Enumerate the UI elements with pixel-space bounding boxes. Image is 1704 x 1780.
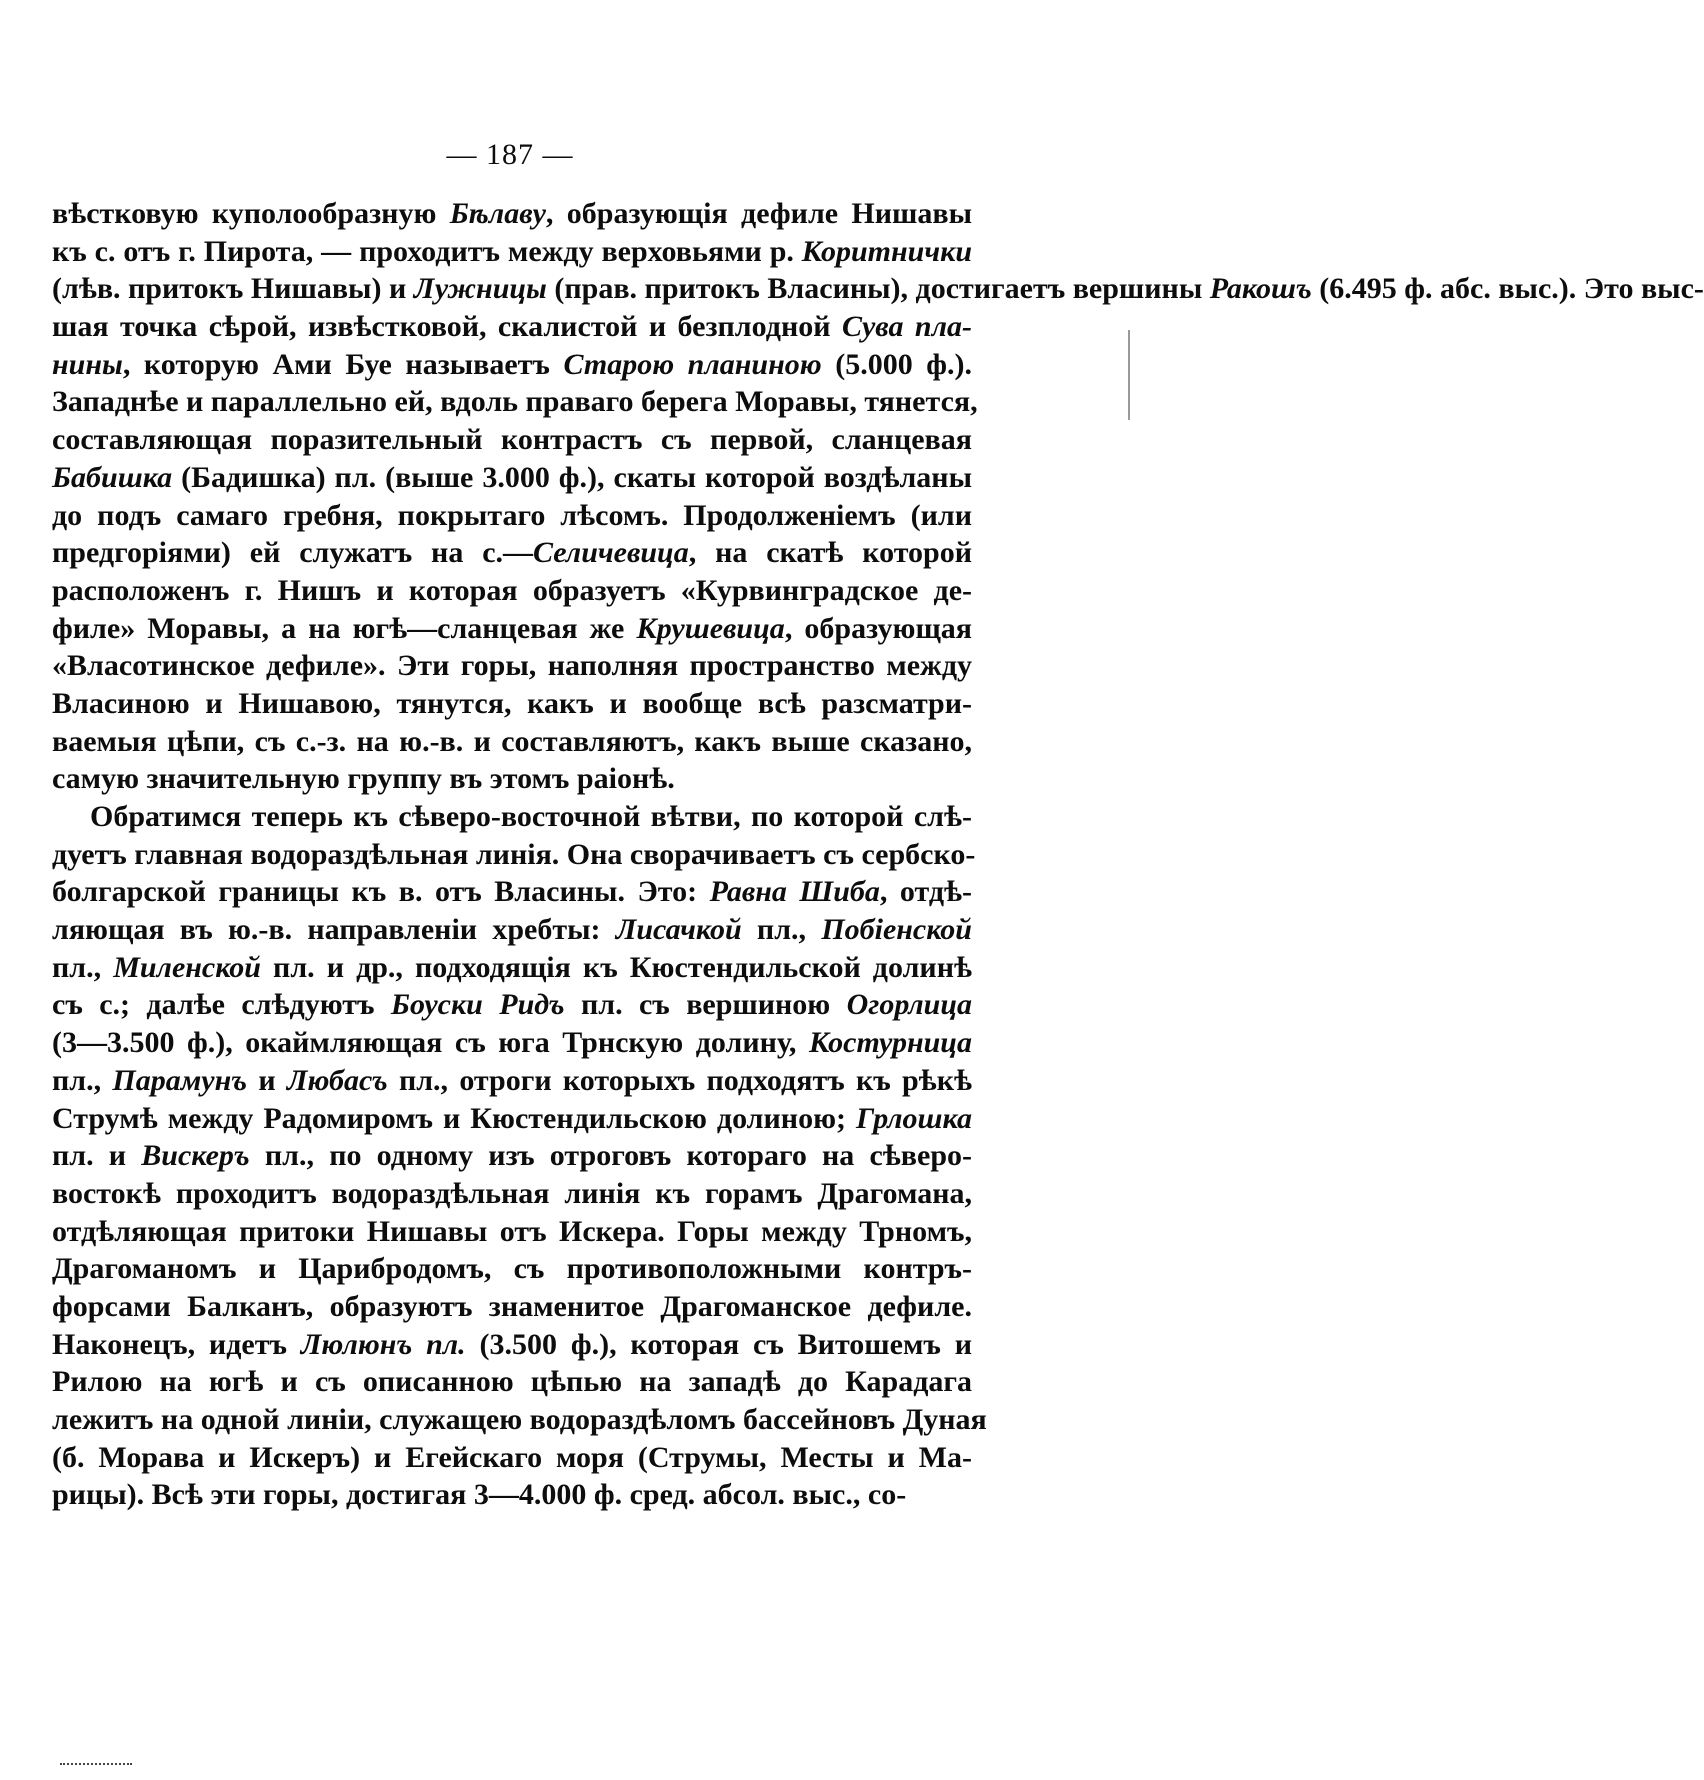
text-line <box>52 1100 972 1138</box>
text-line <box>52 534 972 572</box>
page-number: — 187 — <box>446 138 574 171</box>
text-run: (Бадишка) пл. (выше 3.000 ф.), скаты которой воздѣланы <box>172 460 972 494</box>
italic-term: Люлюнъ пл. <box>300 1327 466 1361</box>
text-run: дуетъ главная водораздѣльная линія. Она сворачиваетъ съ сербско- <box>52 837 976 871</box>
text-line <box>52 798 972 836</box>
text-line <box>52 195 972 233</box>
text-line <box>52 1288 972 1326</box>
text-line <box>52 911 972 949</box>
text-run: лежитъ на одной линіи, служащею водораздѣломъ бассейновъ Дуная <box>52 1403 987 1436</box>
text-line <box>52 949 972 987</box>
text-run: болгарской границы къ в. отъ Власины. Это: <box>52 875 710 909</box>
text-run: и <box>247 1063 287 1097</box>
text-run: Драгоманомъ и Царибродомъ, съ противоположными контръ- <box>52 1252 972 1286</box>
text-line <box>52 760 972 798</box>
italic-term: Бѣлаву <box>449 197 546 230</box>
text-line <box>52 383 978 421</box>
text-line <box>52 421 972 459</box>
text-line <box>52 233 972 271</box>
text-line <box>52 1363 972 1401</box>
scan-footer-dots <box>60 1760 132 1765</box>
italic-term: Равна Шиба <box>709 875 880 909</box>
text-run: отдѣляющая притоки Нишавы отъ Искера. Горы между Трномъ, <box>52 1214 972 1248</box>
text-run: пл., <box>52 1063 113 1097</box>
italic-term: Коритнички <box>801 234 972 268</box>
text-run: Струмѣ между Радомиромъ и Кюстендильскою долиною; <box>52 1101 856 1135</box>
text-run: предгоріями) ей служатъ на с.— <box>52 536 534 570</box>
text-run: форсами Балканъ, образуютъ знаменитое Драгоманское дефиле. <box>52 1289 972 1323</box>
text-line <box>52 1250 972 1288</box>
text-line <box>52 1024 972 1062</box>
italic-term: Любасъ <box>286 1063 388 1097</box>
italic-term: Сува пла- <box>841 310 972 344</box>
italic-term: Побіенской <box>821 913 972 947</box>
text-line <box>52 270 1704 308</box>
italic-term: Боуски Ридъ <box>390 988 565 1022</box>
text-run: (3—3.500 ф.), окаймляющая съ юга Трнскую долину, <box>52 1026 809 1060</box>
text-run: рицы). Всѣ эти горы, достигая 3—4.000 ф. сред. абсол. выс., со- <box>52 1478 907 1512</box>
text-run: , которую Ами Буе называетъ <box>122 347 564 381</box>
text-line <box>52 647 972 685</box>
text-line <box>52 1175 972 1213</box>
text-run: (прав. притокъ Власины), достигаетъ вершины <box>546 272 1210 306</box>
text-line <box>52 1213 972 1251</box>
text-line <box>52 1439 972 1477</box>
italic-term: Парамунъ <box>112 1063 248 1097</box>
text-run: пл., <box>741 913 822 947</box>
text-line <box>52 497 972 535</box>
text-line <box>52 685 972 723</box>
text-run: , на скатѣ которой <box>688 536 973 570</box>
paragraph-1 <box>52 195 1704 798</box>
text-line <box>52 723 972 761</box>
italic-term: Огорлица <box>846 988 973 1022</box>
text-line <box>52 873 972 911</box>
text-run: до подъ самаго гребня, покрытаго лѣсомъ. Продолженіемъ (или <box>52 498 972 532</box>
text-run: пл., по одному изъ отроговъ котораго на сѣверо- <box>249 1139 972 1173</box>
text-run: ваемыя цѣпи, съ с.-з. на ю.-в. и составляютъ, какъ выше сказано, <box>52 724 972 758</box>
text-line <box>52 1137 972 1175</box>
italic-term: Костурница <box>808 1026 972 1060</box>
text-line <box>52 1062 972 1100</box>
italic-term: Миленской <box>113 950 261 984</box>
text-run: Западнѣе и параллельно ей, вдоль праваго берега Моравы, тянется, <box>52 385 978 419</box>
text-run: ляющая въ ю.-в. направленіи хребты: <box>52 913 616 947</box>
text-run: вѣстковую куполообразную <box>52 197 450 230</box>
text-line <box>52 1326 972 1364</box>
text-run: , отдѣ- <box>879 875 972 909</box>
text-run: (лѣв. притокъ Нишавы) и <box>52 272 414 306</box>
text-run: пл. съ вершиною <box>564 988 847 1022</box>
text-line <box>52 610 972 648</box>
text-run: филе» Моравы, а на югѣ—сланцевая же <box>52 611 637 645</box>
italic-term: Лужницы <box>413 272 547 306</box>
text-line <box>52 308 972 346</box>
italic-term: Бабишка <box>52 460 173 494</box>
text-run: Наконецъ, идетъ <box>52 1327 301 1361</box>
text-line <box>52 459 972 497</box>
text-run: (б. Морава и Искеръ) и Егейскаго моря (Струмы, Месты и Ма- <box>52 1440 972 1474</box>
text-line <box>52 1476 972 1514</box>
body-text <box>52 195 1704 1514</box>
italic-term: Ракошъ <box>1209 272 1312 306</box>
text-line <box>52 836 976 874</box>
italic-term: Старою планиною <box>563 347 822 381</box>
text-run: Рилою на югѣ и съ описанною цѣпью на западѣ до Карадага <box>52 1365 972 1399</box>
text-run: (5.000 ф.). <box>821 347 972 381</box>
text-run: къ с. отъ г. Пирота, — проходитъ между верховьями р. <box>52 234 802 268</box>
text-run: пл. и <box>52 1139 142 1173</box>
text-run: (6.495 ф. абс. выс.). Это выс- <box>1311 272 1704 306</box>
text-run: «Власотинское дефиле». Эти горы, наполняя пространство между <box>52 649 972 683</box>
text-line <box>52 346 972 384</box>
paragraph-2 <box>52 798 987 1514</box>
italic-term: нины <box>52 347 123 381</box>
text-run: пл. и др., подходящія къ Кюстендильской долинѣ <box>260 950 972 984</box>
italic-term: Грлошка <box>856 1101 972 1135</box>
text-run: пл., <box>52 950 114 984</box>
italic-term: Селичевица <box>533 536 689 570</box>
text-line <box>52 572 972 610</box>
text-line <box>52 986 972 1024</box>
text-run: съ с.; далѣе слѣдуютъ <box>52 988 391 1022</box>
text-run: (3.500 ф.), которая съ Витошемъ и <box>465 1327 972 1361</box>
italic-term: Крушевица <box>636 611 785 645</box>
italic-term: Вискеръ <box>141 1139 250 1173</box>
text-run: пл., отроги которыхъ подходятъ къ рѣкѣ <box>387 1063 972 1097</box>
italic-term: Лисачкой <box>615 913 742 947</box>
text-run: , образующія дефиле Нишавы <box>545 197 973 230</box>
text-run: Власиною и Нишавою, тянутся, какъ и вообще всѣ разсматри- <box>52 686 972 720</box>
text-run: расположенъ г. Нишъ и которая образуетъ «Курвинградское де- <box>52 573 972 607</box>
text-run: , образующая <box>784 611 972 645</box>
scan-margin-mark <box>1128 330 1130 420</box>
text-run: шая точка сѣрой, извѣстковой, скалистой и безплодной <box>52 310 842 344</box>
text-run: востокѣ проходитъ водораздѣльная линія къ горамъ Драгомана, <box>52 1176 972 1210</box>
text-run: Обратимся теперь къ сѣверо-восточной вѣтви, по которой слѣ- <box>90 800 972 833</box>
text-run: самую значительную группу въ этомъ раіонѣ. <box>52 762 675 796</box>
text-line <box>52 1401 987 1439</box>
text-run: составляющая поразительный контрастъ съ первой, сланцевая <box>52 423 972 457</box>
